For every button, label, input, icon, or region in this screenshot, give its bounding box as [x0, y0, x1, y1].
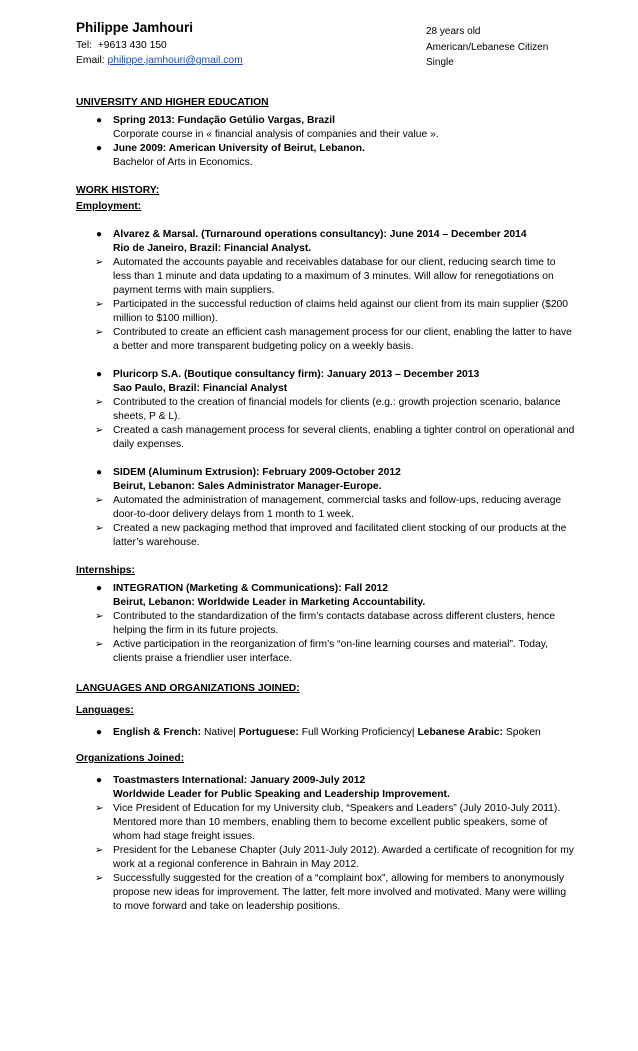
job-title: SIDEM (Aluminum Extrusion): February 2009-October 2012 — [113, 467, 401, 478]
education-item — [76, 142, 576, 170]
arrow-bullet-icon: ➢ — [95, 523, 104, 534]
education-title: June 2009: American University of Beirut, Lebanon. — [113, 143, 365, 154]
languages-list — [76, 726, 576, 740]
job-entry — [76, 466, 576, 550]
language-name: Lebanese Arabic: — [417, 727, 503, 738]
organization-subtitle: Worldwide Leader for Public Speaking and Leadership Improvement. — [113, 789, 450, 800]
bullet-icon: ● — [96, 583, 103, 594]
job-header — [76, 228, 576, 256]
organizations-heading: Organizations Joined: — [76, 753, 185, 764]
email-label: Email: — [76, 55, 105, 66]
job-entry — [76, 228, 576, 354]
internship-title: INTEGRATION (Marketing & Communications): Fall 2012 — [113, 583, 388, 594]
achievement-text: Created a new packaging method that improved and facilitated client stocking of our products at the latter’s warehouse. — [113, 523, 567, 548]
education-list — [76, 114, 576, 170]
languages-orgs-heading: LANGUAGES AND ORGANIZATIONS JOINED: — [76, 683, 300, 694]
language-name: Portuguese: — [238, 727, 299, 738]
education-desc: Corporate course in « financial analysis of companies and their value ». — [113, 129, 439, 140]
age: 28 years old — [426, 26, 481, 37]
arrow-bullet-icon: ➢ — [95, 495, 104, 506]
achievement-text: Contributed to create an efficient cash management process for our client, enabling the latter to have a better and more transparent budgeting policy on a weekly basis. — [113, 327, 572, 352]
achievement-text: President for the Lebanese Chapter (July 2011-July 2012). Awarded a certificate of recognition for my work at a regional conference in Bahrain in May 2012. — [113, 845, 574, 870]
organization-entry — [76, 774, 576, 914]
internships-heading: Internships: — [76, 565, 135, 576]
achievement-item — [76, 522, 576, 550]
achievement-text: Successfully suggested for the creation of a “complaint box”, allowing for members to anonymously propose new ideas for improvement. The latter, felt more involved and motivated. Many were willing to move forward and take on leadership positions. — [113, 873, 567, 912]
arrow-bullet-icon: ➢ — [95, 845, 104, 856]
achievement-text: Contributed to the standardization of the firm’s contacts database across different clusters, hence helping the firm in its future projects. — [113, 611, 556, 636]
job-header — [76, 368, 576, 396]
email-link[interactable]: philippe.jamhouri@gmail.com — [107, 55, 243, 66]
achievement-text: Created a cash management process for several clients, enabling a tighter control on operational and daily expenses. — [113, 425, 575, 450]
achievement-item — [76, 610, 576, 638]
achievement-item — [76, 326, 576, 354]
achievement-item — [76, 298, 576, 326]
contact-block — [76, 20, 416, 69]
achievement-item — [76, 638, 576, 666]
achievement-text: Participated in the successful reduction of claims held against our client from its main supplier ($200 million to $100 million). — [113, 299, 569, 324]
job-title: Pluricorp S.A. (Boutique consultancy firm): January 2013 – December 2013 — [113, 369, 480, 380]
organization-title: Toastmasters International: January 2009-July 2012 — [113, 775, 366, 786]
resume-page — [76, 20, 576, 914]
education-item — [76, 114, 576, 142]
job-entry — [76, 368, 576, 452]
arrow-bullet-icon: ➢ — [95, 425, 104, 436]
languages-heading: Languages: — [76, 705, 134, 716]
bullet-icon: ● — [96, 775, 103, 786]
bullet-icon: ● — [96, 467, 103, 478]
nationality: American/Lebanese Citizen — [426, 41, 549, 53]
phone-label: Tel: — [76, 39, 93, 51]
arrow-bullet-icon: ➢ — [95, 803, 104, 814]
achievement-item — [76, 802, 576, 844]
bullet-icon: ● — [96, 115, 103, 126]
achievement-text: Contributed to the creation of financial models for clients (e.g.: growth projection scenario, balance sheets, P & L). — [113, 397, 561, 422]
achievement-text: Automated the administration of management, commercial tasks and follow-ups, reducing average door-to-door delivery delays from 1 month to 1 week. — [113, 495, 562, 520]
education-desc: Bachelor of Arts in Economics. — [113, 157, 253, 168]
resume-header — [76, 20, 576, 80]
work-history-heading: WORK HISTORY: — [76, 185, 160, 196]
achievement-item — [76, 424, 576, 452]
bullet-icon: ● — [96, 369, 103, 380]
achievement-text: Automated the accounts payable and receivables database for our client, reducing search time to less than 1 minute and data updating to a maximum of 3 minutes. Will allow for renegotiations on payment terms with main suppliers. — [113, 257, 556, 296]
marital-status: Single — [426, 57, 454, 68]
internship-entry — [76, 582, 576, 666]
phone-number: +9613 430 150 — [97, 39, 167, 51]
email-line — [76, 53, 416, 69]
achievement-item — [76, 872, 576, 914]
achievement-item — [76, 256, 576, 298]
employment-heading: Employment: — [76, 201, 142, 212]
arrow-bullet-icon: ➢ — [95, 611, 104, 622]
arrow-bullet-icon: ➢ — [95, 397, 104, 408]
job-location: Sao Paulo, Brazil: Financial Analyst — [113, 383, 288, 394]
bullet-icon: ● — [96, 143, 103, 154]
arrow-bullet-icon: ➢ — [95, 257, 104, 268]
achievement-item — [76, 494, 576, 522]
job-location: Rio de Janeiro, Brazil: Financial Analyst. — [113, 243, 312, 254]
arrow-bullet-icon: ➢ — [95, 873, 104, 884]
personal-info-block — [426, 24, 586, 71]
arrow-bullet-icon: ➢ — [95, 299, 104, 310]
language-level: Full Working Proficiency| — [301, 727, 415, 738]
languages-line — [113, 727, 541, 738]
job-header — [76, 466, 576, 494]
internship-header — [76, 582, 576, 610]
arrow-bullet-icon: ➢ — [95, 327, 104, 338]
education-title: Spring 2013: Fundação Getúlio Vargas, Brazil — [113, 115, 336, 126]
bullet-icon: ● — [96, 727, 103, 738]
arrow-bullet-icon: ➢ — [95, 639, 104, 650]
achievement-item — [76, 396, 576, 424]
achievement-text: Vice President of Education for my University club, “Speakers and Leaders” (July 2010-July 2011). Mentored more than 10 members, enabling them to become excellent public speakers, some of whom had stage freight issues. — [113, 803, 561, 842]
achievement-item — [76, 844, 576, 872]
job-title: Alvarez & Marsal. (Turnaround operations consultancy): June 2014 – December 2014 — [113, 229, 527, 240]
candidate-name: Philippe Jamhouri — [76, 20, 194, 35]
achievement-text: Active participation in the reorganization of firm’s “on-line learning courses and material”. Today, clients praise a friendlier user interface. — [113, 639, 548, 664]
language-level: Native| — [203, 727, 236, 738]
bullet-icon: ● — [96, 229, 103, 240]
languages-item — [76, 726, 576, 740]
organization-header — [76, 774, 576, 802]
phone-line — [76, 38, 416, 54]
education-heading: UNIVERSITY AND HIGHER EDUCATION — [76, 97, 269, 108]
language-level: Spoken — [505, 727, 541, 738]
internship-location: Beirut, Lebanon: Worldwide Leader in Marketing Accountability. — [113, 597, 426, 608]
job-location: Beirut, Lebanon: Sales Administrator Manager-Europe. — [113, 481, 382, 492]
language-name: English & French: — [113, 727, 202, 738]
